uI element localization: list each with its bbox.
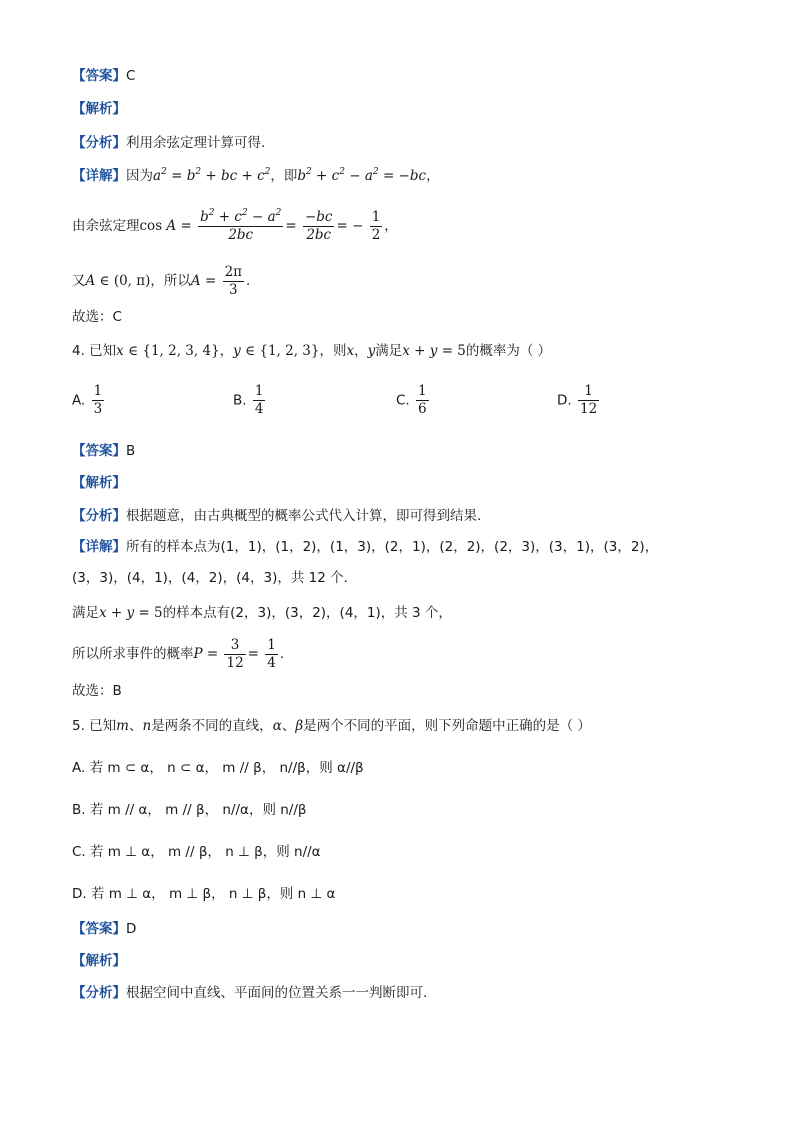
q4-option-d[interactable] [557, 383, 601, 418]
q5-fenxi-line [72, 983, 427, 1003]
q3-you-line: 又A ∈ (0, π)，所以A = $\frac{2\pi}{3}$ . [72, 263, 251, 298]
q4-stem: 4. 已知x ∈ {1, 2, 3, 4}，y ∈ {1, 2, 3}，则x，y满足x + y = 5的概率为（ ） [72, 343, 552, 359]
answer-tag: 【答案】 [72, 921, 126, 937]
q3-frac-2: $\frac{-bc}{2bc}$ [304, 208, 333, 243]
q5-option-b-text: 若 m // α， m // β， n//α，则 n//β [89, 802, 307, 818]
q5-option-c[interactable] [72, 842, 321, 862]
q4-stem-prefix: 4. 已知 [72, 343, 117, 359]
detail-tag: 【详解】 [72, 539, 126, 555]
fenxi-tag: 【分析】 [72, 985, 126, 1001]
q3-detail-prefix: 因为 [126, 168, 153, 184]
q3-equation-2: $b^2 + c^2 - a^2 = -bc$ [297, 167, 427, 184]
q5-stem-end: 是两个不同的平面，则下列命题中正确的是（ ） [303, 718, 591, 734]
q5-option-a-text: 若 m ⊂ α， n ⊂ α， m // β， n//β，则 α//β [89, 760, 364, 776]
q4-prob-line: 所以所求事件的概率P = $\frac{3}{12}$ = $\frac{1}{4}$ . [72, 636, 285, 671]
q4-detail-line-1 [72, 537, 658, 557]
q3-frac-3: $\frac{1}{2}$ [371, 208, 381, 243]
q4-stem-mid3: ， [354, 343, 368, 359]
q4-option-a[interactable] [72, 383, 106, 418]
q3-law-line: 由余弦定理cos A = $\frac{b^2 + c^2 - a^2}{2bc}$ = $\frac{-bc}{2bc}$ = − $\frac{1}{2}$ ， [72, 207, 398, 243]
q4-detail-text-1: 所有的样本点为(1，1)，(1，2)，(1，3)，(2，1)，(2，2)，(2，3)，(3，1)，(3，2)， [126, 539, 659, 555]
q3-answer-value: C [126, 68, 136, 84]
q4-option-b[interactable] [233, 383, 267, 418]
q4-prob-frac-1: $\frac{3}{12}$ [226, 636, 244, 671]
q5-option-a[interactable] [72, 758, 364, 778]
q3-detail-line [72, 166, 440, 186]
q3-detail-end: ， [426, 168, 440, 184]
q4-analysis-heading [72, 473, 126, 493]
q4-option-a-frac: $\frac{1}{3}$ [93, 383, 103, 417]
q5-analysis-heading [72, 951, 126, 971]
q5-fenxi-text: 根据空间中直线、平面间的位置关系一一判断即可. [126, 985, 428, 1001]
q4-option-b-frac: $\frac{1}{4}$ [254, 383, 264, 417]
q5-stem-prefix: 5. 已知 [72, 718, 117, 734]
q3-frac-1: $\frac{b^2 + c^2 - a^2}{2bc}$ [200, 207, 282, 243]
analysis-tag: 【解析】 [72, 953, 126, 969]
detail-tag: 【详解】 [72, 168, 126, 184]
fenxi-tag: 【分析】 [72, 508, 126, 524]
analysis-tag: 【解析】 [72, 475, 126, 491]
q4-satisfy-line [72, 603, 452, 623]
q4-conclusion: 故选：B [72, 683, 122, 699]
q5-option-b-letter: B. [72, 802, 86, 818]
q5-option-c-letter: C. [72, 844, 86, 860]
q4-satisfy-prefix: 满足 [72, 605, 99, 621]
q4-fenxi-text: 根据题意，由古典概型的概率公式代入计算，即可得到结果. [126, 508, 482, 524]
q5-option-b[interactable] [72, 800, 307, 820]
q4-option-a-letter: A. [72, 392, 86, 409]
q3-analysis-heading [72, 99, 126, 119]
q3-equation-1: $a^2 = b^2$ + bc + $c^2$ [153, 167, 271, 184]
q4-stem-mid2: ，则 [319, 343, 347, 359]
q3-you-mid: ，所以 [150, 273, 191, 289]
q5-answer-line [72, 919, 136, 939]
analysis-tag: 【解析】 [72, 101, 126, 117]
q3-cos-a: cos A = [139, 218, 192, 234]
q5-stem [72, 716, 591, 736]
q5-planes: α、β [272, 718, 304, 734]
q4-set-x: x ∈ {1, 2, 3, 4} [116, 343, 220, 359]
q3-you-prefix: 又 [72, 273, 86, 289]
q4-answer-value: B [126, 443, 136, 459]
q3-conclusion: 故选：C [72, 309, 122, 325]
q5-answer-value: D [126, 921, 137, 937]
q4-option-c-frac: $\frac{1}{6}$ [418, 383, 427, 417]
q3-domain-a: A ∈ (0, π) [85, 273, 151, 289]
q5-option-d[interactable] [72, 884, 335, 904]
q3-frac-4: $\frac{2\pi}{3}$ [224, 263, 243, 298]
q5-option-c-text: 若 m ⊥ α， m // β， n ⊥ β，则 n//α [90, 844, 321, 860]
q3-detail-mid: ，即 [270, 168, 298, 184]
q3-fenxi-text: 利用余弦定理计算可得. [126, 135, 266, 151]
q5-stem-mid1: 是两条不同的直线， [151, 718, 273, 734]
q3-law-prefix: 由余弦定理 [72, 218, 140, 234]
q4-prob-prefix: 所以所求事件的概率 [72, 646, 194, 662]
q4-fenxi-line [72, 506, 481, 526]
answer-tag: 【答案】 [72, 443, 126, 459]
q3-a-eq: A = [190, 273, 217, 289]
q4-option-b-letter: B. [233, 392, 247, 409]
q5-option-a-letter: A. [72, 760, 86, 776]
q3-fenxi-line [72, 133, 265, 153]
q4-stem-end: 的概率为（ ） [465, 343, 552, 359]
q5-option-d-letter: D. [72, 886, 87, 902]
q4-answer-line [72, 441, 135, 461]
q5-option-d-text: 若 m ⊥ α， m ⊥ β， n ⊥ β，则 n ⊥ α [90, 886, 336, 902]
q4-set-y: y ∈ {1, 2, 3} [233, 343, 320, 359]
q4-stem-mid4: 满足 [375, 343, 403, 359]
q5-lines-mn: m、n [116, 718, 152, 734]
q4-prob-var: P = [193, 646, 219, 662]
q4-condition: x + y = 5 [402, 343, 466, 359]
q3-answer-line [72, 66, 135, 86]
q4-option-d-letter: D. [557, 392, 572, 409]
q4-detail-line-2: (3，3)，(4，1)，(4，2)，(4，3)，共 12 个． [72, 570, 358, 586]
q4-option-c[interactable] [396, 383, 431, 418]
q4-prob-frac-2: $\frac{1}{4}$ [267, 636, 276, 671]
answer-tag: 【答案】 [72, 68, 126, 84]
q4-satisfy-condition: x + y = 5 [99, 605, 163, 621]
q4-satisfy-rest: 的样本点有(2，3)，(3，2)，(4，1)，共 3 个， [162, 605, 452, 621]
q4-stem-mid1: ， [219, 343, 234, 359]
q4-option-d-frac: $\frac{1}{12}$ [579, 383, 598, 417]
q4-option-c-letter: C. [396, 392, 410, 409]
fenxi-tag: 【分析】 [72, 135, 126, 151]
